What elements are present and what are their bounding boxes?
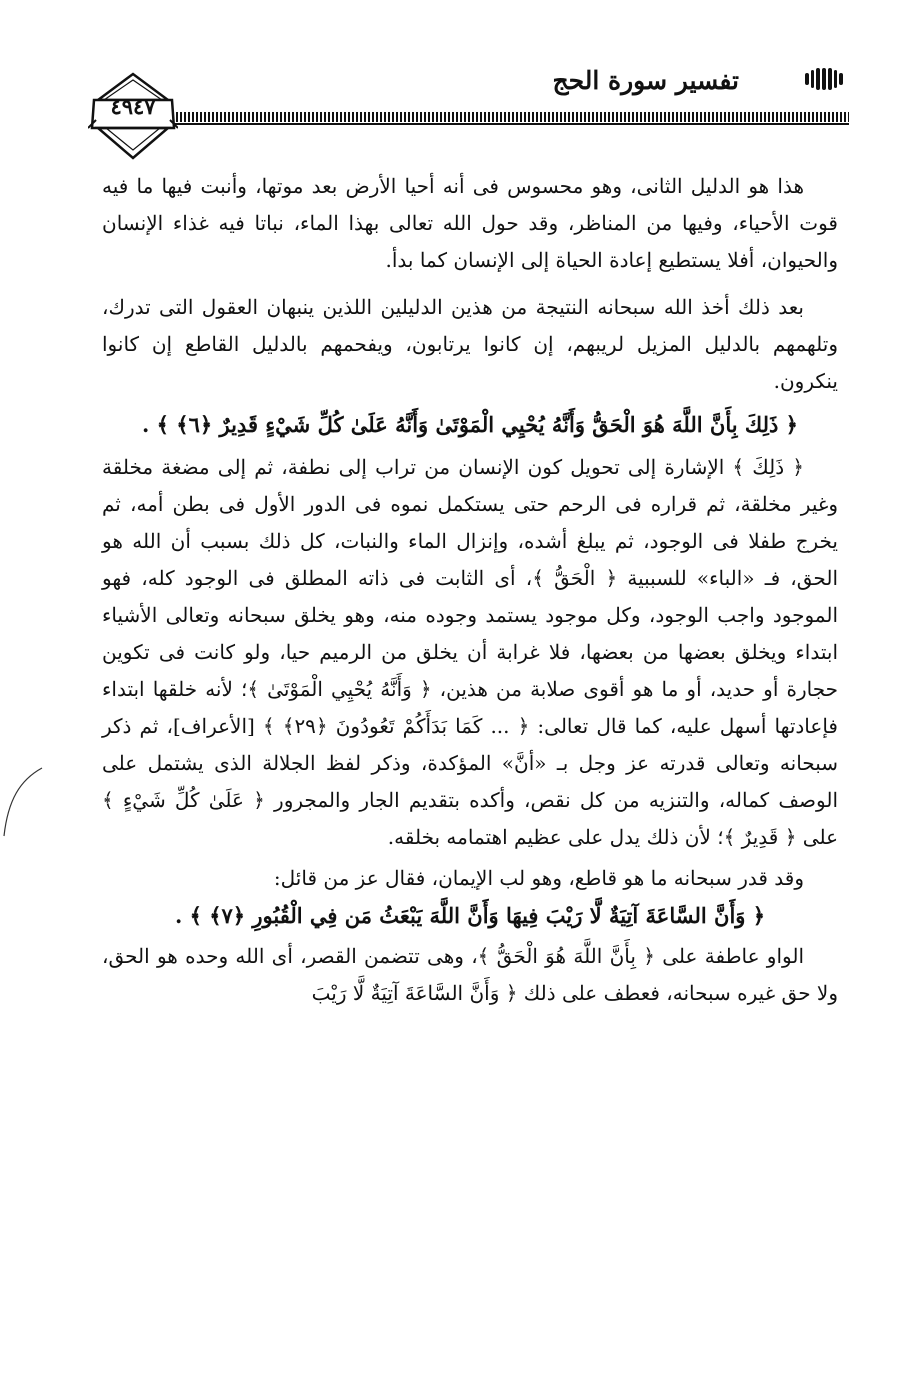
paragraph: الواو عاطفة على ﴿ بِأَنَّ اللَّهَ هُوَ الْحَقُّ ﴾، وهى تتضمن القصر، أى الله وحده هو الحق، ولا حق غيره سبحانه، فعطف على ذلك ﴿ وَأَنَّ السَّاعَةَ آتِيَةٌ لَّا رَيْبَ [102,944,838,1005]
paragraph: ﴿ ذَلِكَ ﴾ الإشارة إلى تحويل كون الإنسان من تراب إلى نطفة، ثم إلى مضغة مخلقة وغير مخلقة، ثم قراره فى الرحم حتى يستكمل نموه فى الدور الأول فى بطن أمه، ثم يخرج طفلا فى الوجود، ثم يبلغ أشده، وإنزال الماء والنبات، كل ذلك بسبب أن الله هو الحق، فـ «الباء» للسببية ﴿ الْحَقُّ ﴾، أى الثابت فى ذاته المطلق فى الوجود كله، فهو الموجود واجب الوجود، وكل موجود يستمد وجوده منه، وهو يخلق سبحانه وتعالى الأشياء ابتداء ويخلق بعضها من بعضها، فلا غرابة أن يخلق من الرميم حيا، ولو كانت فى تكوين حجارة أو حديد، أو ما هو أقوى صلابة من هذين، ﴿ وَأَنَّهُ يُحْيِي الْمَوْتَىٰ ﴾؛ لأنه خلقها ابتداء فإعادتها أسهل عليه، كما قال تعالى: ﴿ ... كَمَا بَدَأَكُمْ تَعُودُونَ ﴿٢٩﴾ ﴾ [الأعراف]، ثم ذكر سبحانه وتعالى قدرته عز وجل بـ «أنَّ» المؤكدة، وذكر لفظ الجلالة الذى يشتمل على الوصف كماله، والتنزيه من كل نقص، وأكده بتقديم الجار والمجرور ﴿ عَلَىٰ كُلِّ شَيْءٍ ﴾ على ﴿ قَدِيرٌ ﴾؛ لأن ذلك يدل على عظيم اهتمامه بخلقه. [102,455,838,849]
paragraph: وقد قدر سبحانه ما هو قاطع، وهو لب الإيمان، فقال عز من قائل: [273,866,804,890]
paragraph: بعد ذلك أخذ الله سبحانه النتيجة من هذين الدليلين اللذين ينبهان العقول التى تدرك، وتلهمهم بالدليل المزيل لريبهم، إن كانوا يرتابون، ويفحمهم بالدليل القاطع إن كانوا ينكرون. [102,295,838,393]
header-rule [172,112,849,122]
page-header [0,0,909,170]
margin-pen-mark-icon [0,760,44,840]
page-number: ٤٩٤٧ [110,94,156,119]
page-body [102,168,838,1012]
paragraph: هذا هو الدليل الثانى، وهو محسوس فى أنه أحيا الأرض بعد موتها، وأنبت فيها ما فيه قوت الأحياء، وفيها من المناظر، وقد حول الله تعالى بهذا الماء، نباتا فيه غذاء الإنسان والحيوان، أفلا يستطيع إعادة الحياة إلى الإنسان كما بدأ. [102,174,838,272]
quran-verse: ﴿ وَأَنَّ السَّاعَةَ آتِيَةٌ لَّا رَيْبَ فِيهَا وَأَنَّ اللَّهَ يَبْعَثُ مَن فِي الْقُبُورِ ﴿٧﴾ ﴾ . [174,903,766,928]
ornament-icon [805,66,843,92]
running-title: تفسير سورة الحج [552,66,739,95]
quran-verse: ﴿ ذَلِكَ بِأَنَّ اللَّهَ هُوَ الْحَقُّ وَأَنَّهُ يُحْيِي الْمَوْتَىٰ وَأَنَّهُ عَلَىٰ كُلِّ شَيْءٍ قَدِيرٌ ﴿٦﴾ ﴾ . [142,412,798,437]
